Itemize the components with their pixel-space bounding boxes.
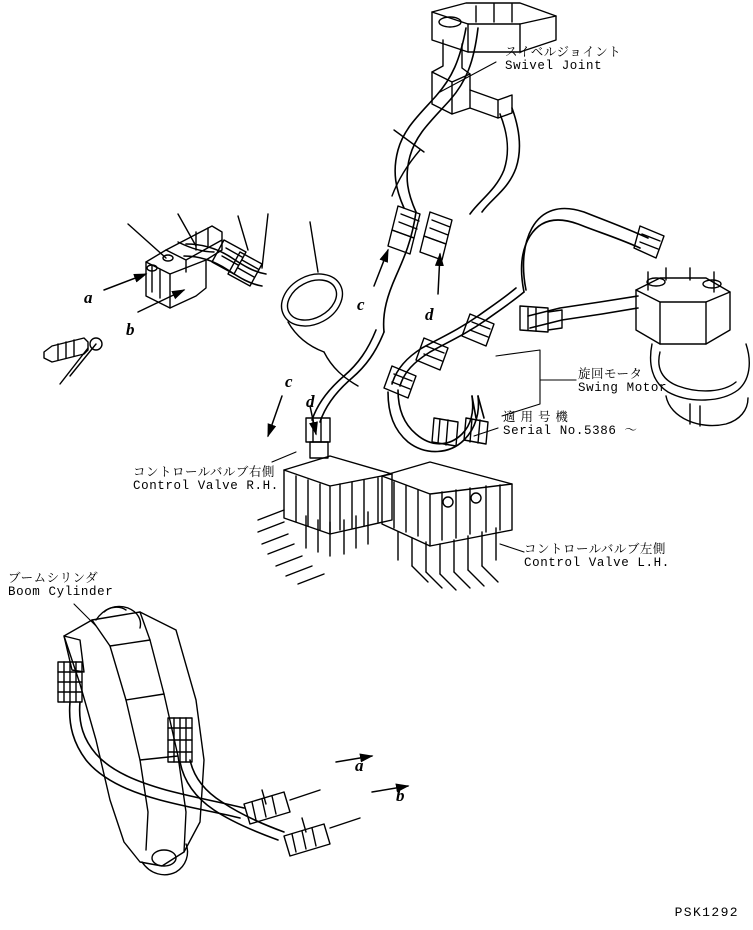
- label-control-valve-lh-jp: コントロールバルブ左側: [524, 541, 666, 556]
- callout-a-lower: a: [355, 756, 364, 775]
- label-boom-cylinder-en: Boom Cylinder: [8, 585, 114, 600]
- label-control-valve-rh-en: Control Valve R.H.: [133, 479, 279, 494]
- label-serial-number-jp: 適 用 号 機: [503, 409, 569, 424]
- label-swing-motor-jp: 旋回モータ: [578, 366, 643, 381]
- bolt-part: [44, 338, 88, 362]
- callout-d-upper: d: [425, 305, 434, 324]
- hose-coupling: [462, 314, 494, 346]
- callout-c-upper: c: [357, 295, 365, 314]
- label-boom-cylinder: [8, 570, 113, 601]
- label-control-valve-rh: [133, 464, 279, 495]
- left-bracket-assembly: [146, 226, 222, 308]
- label-control-valve-lh-en: Control Valve L.H.: [524, 556, 670, 571]
- label-control-valve-rh-jp: コントロールバルブ右側: [133, 464, 275, 479]
- label-swivel-joint-jp: スイベルジョイント: [505, 44, 622, 59]
- label-serial-number: [503, 409, 638, 440]
- hose-coupling: [520, 306, 562, 332]
- hose-coupling: [634, 226, 664, 258]
- hose-coupling: [58, 662, 82, 702]
- sheet-code: PSK1292: [674, 905, 739, 920]
- hose-coupling: [432, 418, 458, 446]
- swing-motor-part: [636, 268, 749, 426]
- callout-b-upper: b: [126, 320, 135, 339]
- callout-a-upper: a: [84, 288, 93, 307]
- label-swivel-joint: [505, 44, 621, 75]
- hose-coupling: [244, 792, 290, 824]
- label-serial-number-en: Serial No.5386 ～: [503, 424, 638, 439]
- callout-c-mid: c: [285, 372, 293, 391]
- hose-coupling: [228, 252, 262, 286]
- label-swivel-joint-en: Swivel Joint: [505, 59, 603, 74]
- label-swing-motor: [578, 366, 667, 397]
- callout-d-mid: d: [306, 392, 315, 411]
- label-control-valve-lh: [524, 541, 670, 572]
- label-swing-motor-en: Swing Motor: [578, 381, 668, 396]
- control-valve-lh-part: [382, 462, 512, 590]
- hose-coupling: [306, 418, 330, 458]
- hose-coupling: [420, 212, 452, 260]
- hose-coupling: [284, 824, 330, 856]
- seal-ring-part: [272, 264, 351, 352]
- label-boom-cylinder-jp: ブームシリンダ: [8, 570, 99, 585]
- callout-b-lower: b: [396, 786, 405, 805]
- label-leaders: [74, 62, 576, 626]
